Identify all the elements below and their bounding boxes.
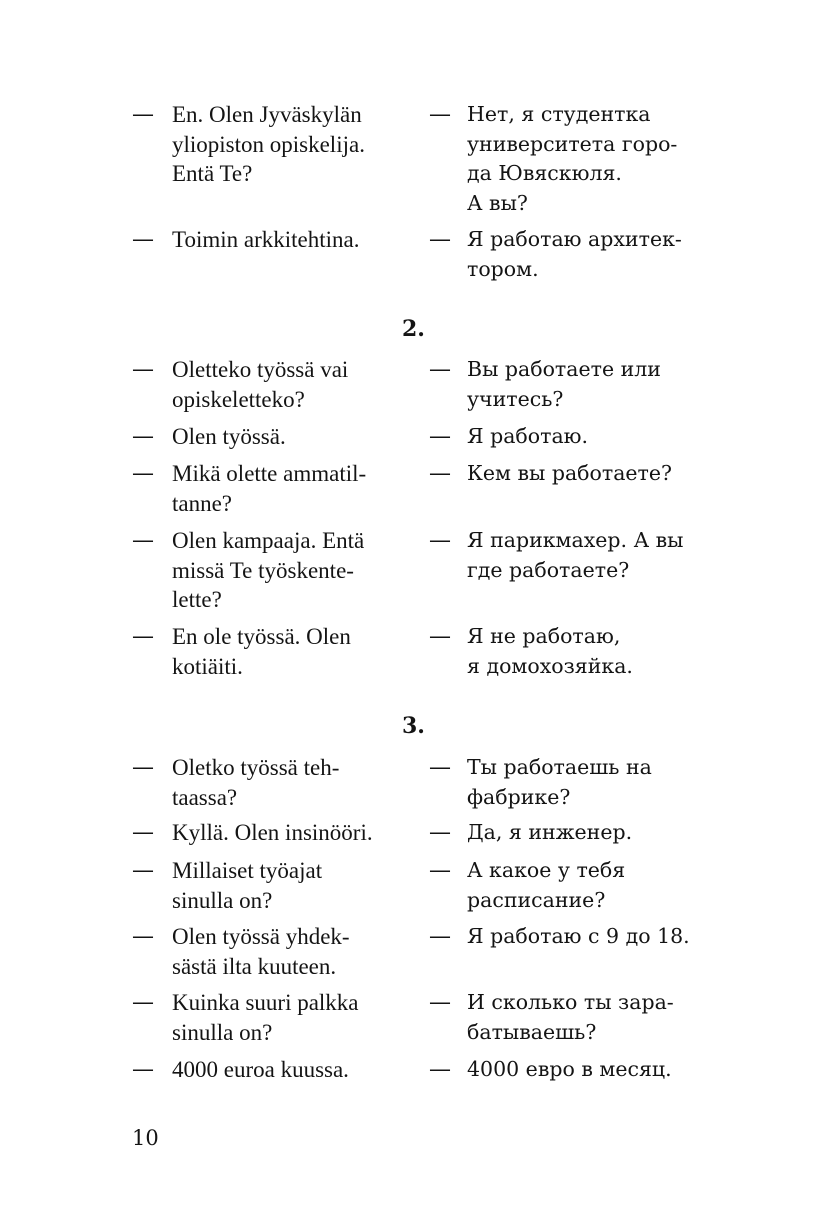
dash: — <box>132 624 154 649</box>
dash: — <box>132 820 154 845</box>
russian-text: Ты работаешь на фабрике? <box>467 755 652 809</box>
finnish-text: Toimin arkkitehtina. <box>172 227 360 252</box>
russian-text: Я работаю с 9 до 18. <box>467 924 690 948</box>
dash: — <box>429 990 451 1015</box>
dash: — <box>132 990 154 1015</box>
finnish-text: Kyllä. Olen insinööri. <box>172 820 373 845</box>
finnish-text: Olen työssä yhdek- sästä ilta kuuteen. <box>172 924 350 979</box>
dash: — <box>132 1057 154 1082</box>
dash: — <box>132 528 154 553</box>
dash: — <box>429 227 451 252</box>
russian-text: А какое у тебя расписание? <box>467 858 626 912</box>
finnish-text: Mikä olette ammatil- tanne? <box>172 461 367 516</box>
finnish-text: Oletteko työssä vai opiskeletteko? <box>172 357 349 412</box>
russian-text: 4000 евро в месяц. <box>467 1057 672 1081</box>
dash: — <box>429 461 451 486</box>
russian-text: Я работаю. <box>467 424 589 448</box>
russian-text: Я работаю архитек- тором. <box>467 227 682 281</box>
dash: — <box>429 424 451 449</box>
dash: — <box>429 528 451 553</box>
russian-text: Да, я инженер. <box>467 820 633 844</box>
dash: — <box>429 102 451 127</box>
russian-text: И сколько ты зара- батываешь? <box>467 990 674 1044</box>
finnish-text: 4000 euroa kuussa. <box>172 1057 349 1082</box>
finnish-text: Olen kampaaja. Entä missä Te työskente- lette? <box>172 528 365 612</box>
dash: — <box>132 461 154 486</box>
finnish-text: En. Olen Jyväskylän yliopiston opiskelija. Entä Te? <box>172 102 365 186</box>
section-heading: 2. <box>402 316 425 342</box>
finnish-text: Kuinka suuri palkka sinulla on? <box>172 990 359 1045</box>
dash: — <box>429 624 451 649</box>
section-heading: 3. <box>402 713 425 739</box>
dash: — <box>429 924 451 949</box>
dash: — <box>132 424 154 449</box>
dash: — <box>429 820 451 845</box>
russian-text: Кем вы работаете? <box>467 461 673 485</box>
dash: — <box>132 102 154 127</box>
finnish-text: En ole työssä. Olen kotiäiti. <box>172 624 351 679</box>
dash: — <box>132 357 154 382</box>
dash: — <box>429 1057 451 1082</box>
finnish-text: Olen työssä. <box>172 424 286 449</box>
dash: — <box>132 227 154 252</box>
russian-text: Вы работаете или учитесь? <box>467 357 661 411</box>
russian-text: Нет, я студентка университета горо- да Ювяскюля. А вы? <box>467 102 678 215</box>
finnish-text: Millaiset työajat sinulla on? <box>172 858 323 913</box>
dash: — <box>132 858 154 883</box>
finnish-text: Oletko työssä teh- taassa? <box>172 755 340 810</box>
dash: — <box>132 924 154 949</box>
dash: — <box>429 755 451 780</box>
page-number: 10 <box>132 1126 159 1150</box>
dash: — <box>429 858 451 883</box>
russian-text: Я не работаю, я домохозяйка. <box>467 624 633 678</box>
dash: — <box>429 357 451 382</box>
dash: — <box>132 755 154 780</box>
russian-text: Я парикмахер. А вы где работаете? <box>467 528 684 582</box>
